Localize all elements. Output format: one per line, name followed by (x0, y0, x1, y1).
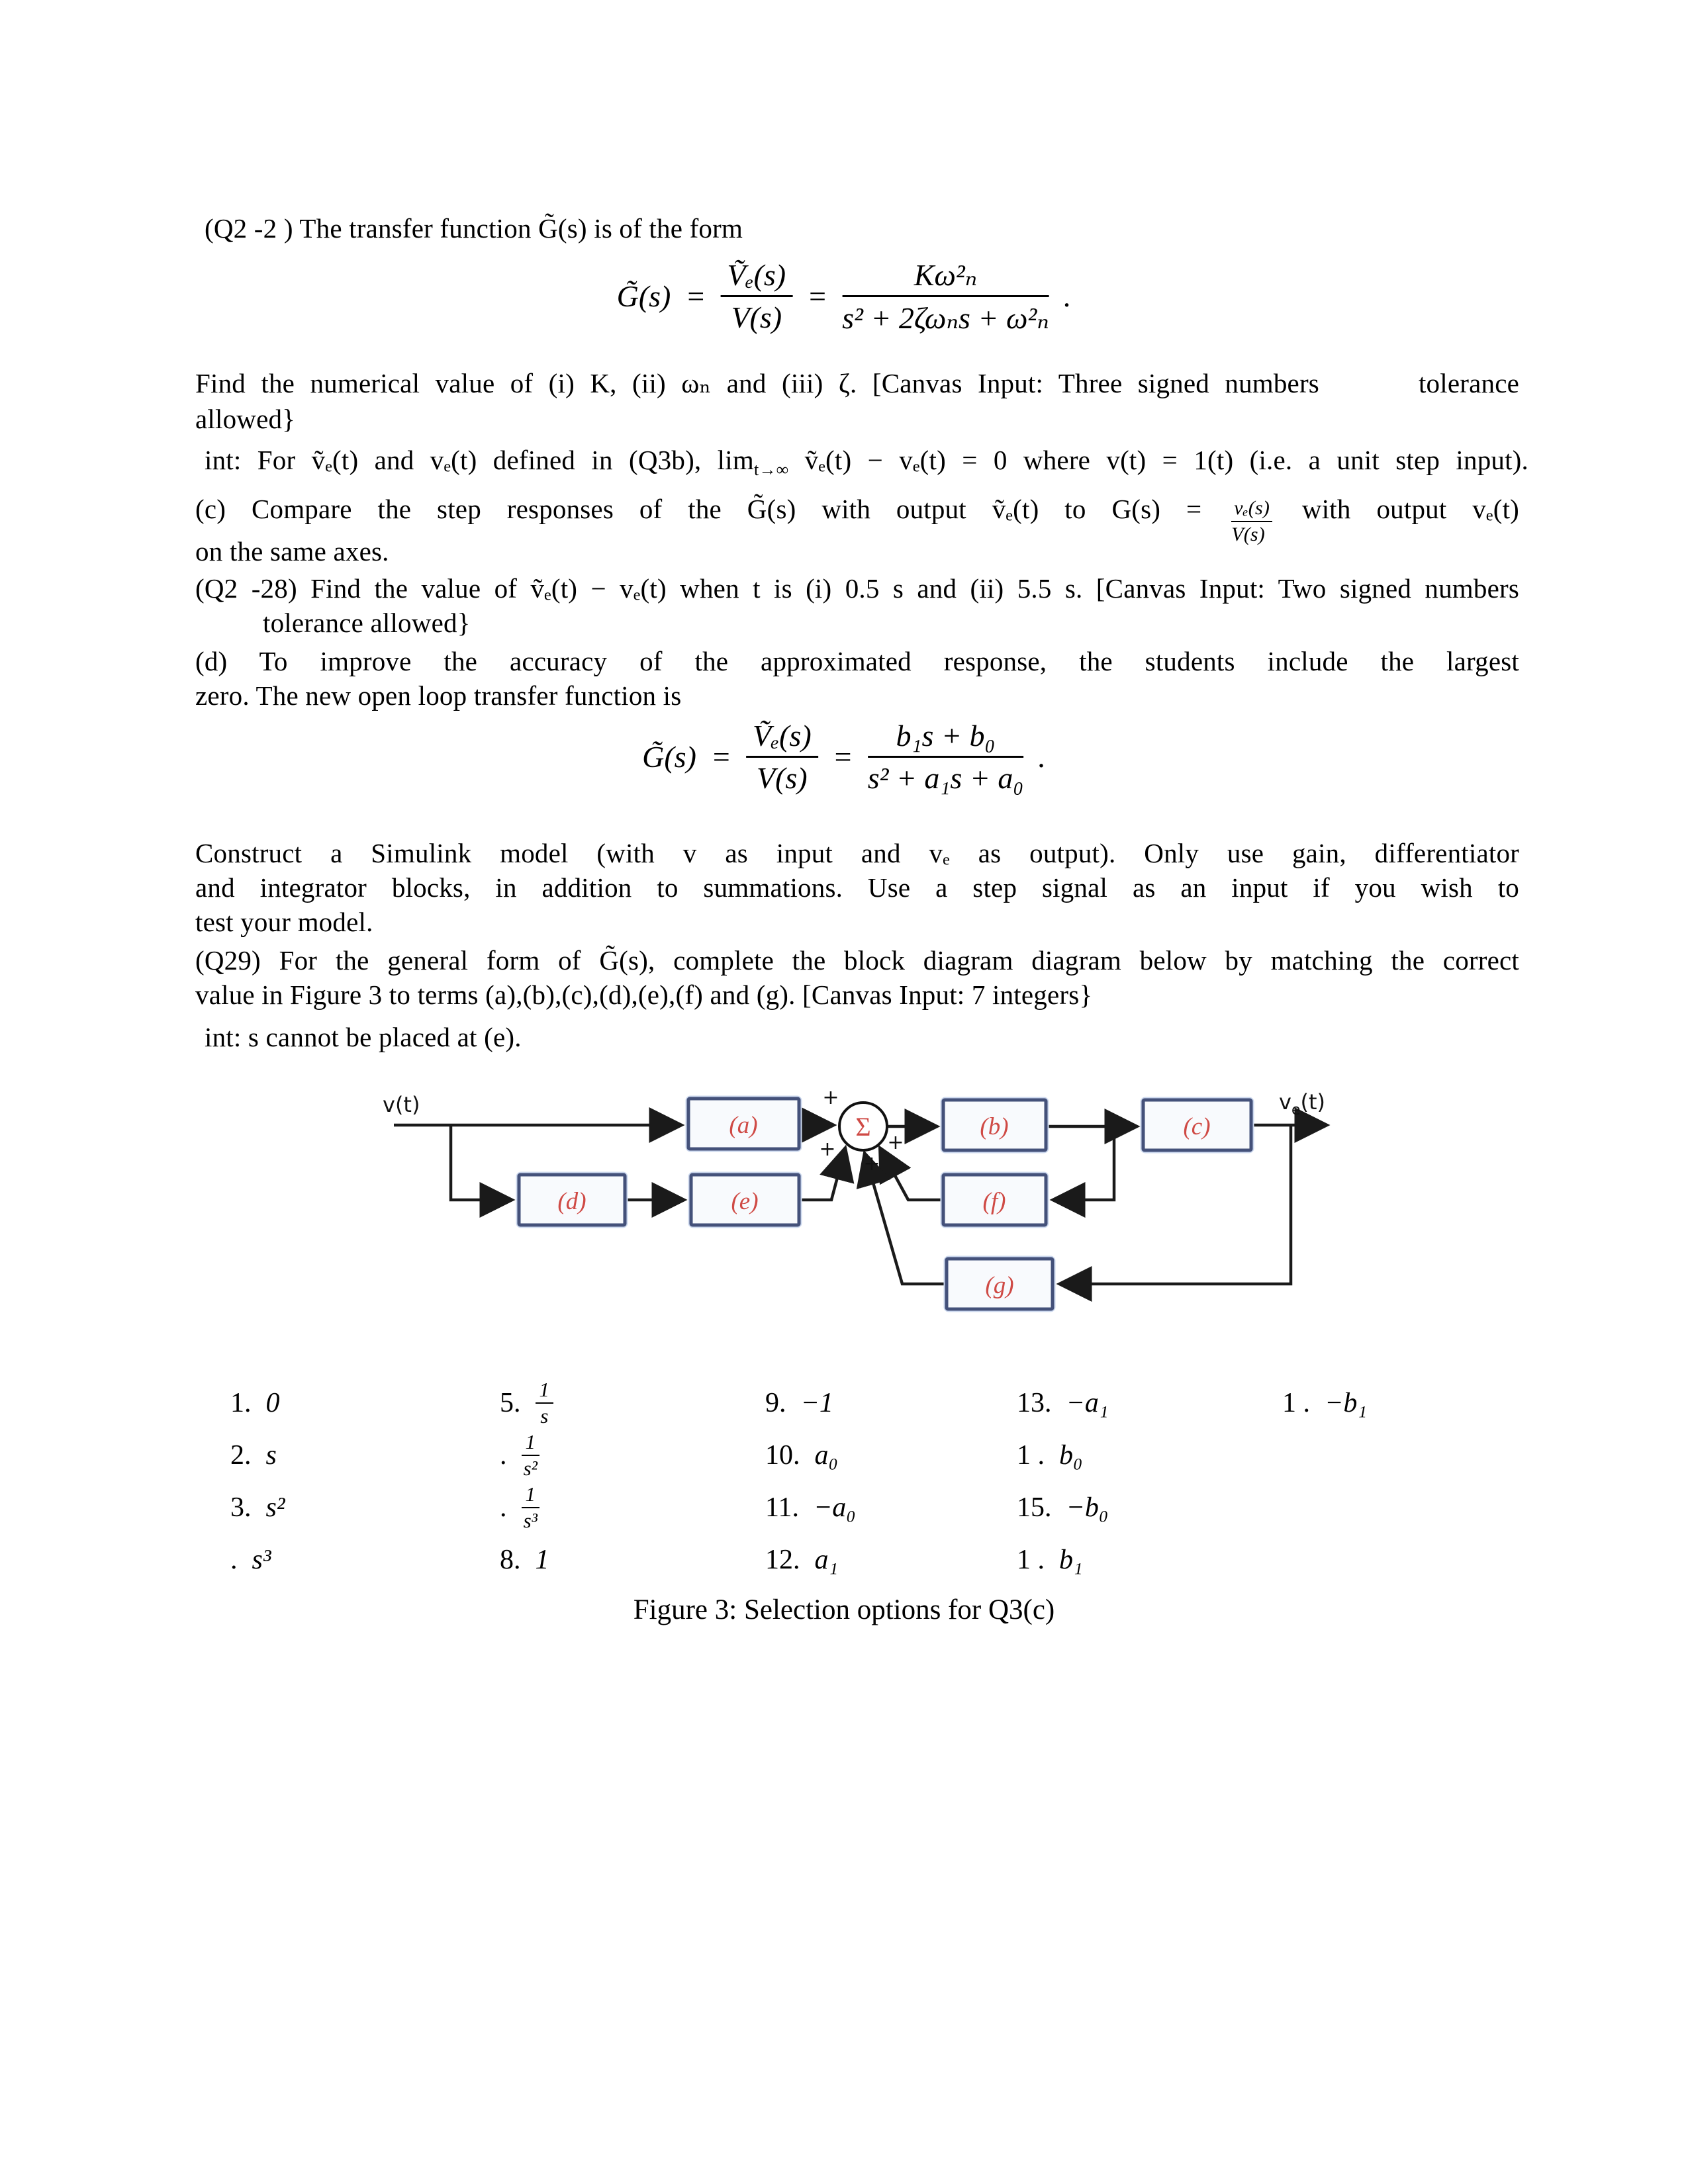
zero-pole-fraction (868, 718, 1024, 796)
block-g (947, 1259, 1053, 1309)
option-number: 2. (230, 1439, 252, 1471)
option-value: 1 (535, 1544, 549, 1575)
hint-limit-line (195, 442, 1528, 488)
part-d-line1: (d) To improve the accuracy of the approximated response, the students include the largest (195, 646, 1519, 676)
tolerance-word: tolerance (1418, 368, 1519, 398)
equals-sign: = (710, 740, 731, 774)
block-d-label: (d) (557, 1188, 586, 1215)
option-item (765, 1481, 1017, 1533)
option-item (500, 1481, 765, 1533)
new-transfer-function-formula (642, 718, 1046, 796)
option-value: s (265, 1439, 277, 1471)
option-item (500, 1533, 765, 1586)
block-e (691, 1175, 799, 1225)
option-number: . (230, 1544, 238, 1575)
option-number: 8. (500, 1544, 521, 1575)
hint-prefix: int: For ṽₑ(t) and vₑ(t) defined in (Q3b), lim (205, 445, 754, 475)
option-number: 5. (500, 1387, 521, 1418)
option-value: s² (265, 1492, 285, 1523)
construct-line3: test your model. (195, 907, 373, 937)
q29-line1: (Q29) For the general form of G̃(s), complete the block diagram diagram below by matching the correct (195, 945, 1519, 976)
block-f-label: (f) (982, 1188, 1006, 1215)
selection-options-grid (230, 1377, 1428, 1586)
option-number: . (500, 1492, 507, 1523)
part-c-text-after: with output vₑ(t) (1301, 494, 1520, 524)
option-item (1282, 1377, 1428, 1429)
option-number: 1 . (1017, 1544, 1045, 1575)
second-order-fraction (842, 257, 1049, 336)
tap-to-f-wire (1053, 1126, 1114, 1200)
option-number: 15. (1017, 1492, 1052, 1523)
hint-suffix: ṽₑ(t) − vₑ(t) = 0 where v(t) = 1(t) (i.e. a unit step input). (788, 445, 1528, 475)
option-fraction: 1 s² (522, 1431, 540, 1480)
formula-period: . (1038, 740, 1046, 774)
option-number: 13. (1017, 1387, 1052, 1418)
block-a (688, 1099, 799, 1149)
option-item (1017, 1481, 1282, 1533)
find-value-text: Find the numerical value of (i) K, (ii) ωₙ and (iii) ζ. [Canvas Input: Three signed numbers (195, 368, 1319, 398)
option-value: −1 (800, 1387, 833, 1418)
block-g-label: (g) (985, 1272, 1014, 1299)
equals-sign: = (807, 279, 828, 313)
option-item (230, 1429, 500, 1481)
option-number: 10. (765, 1439, 800, 1471)
transfer-function-formula (617, 257, 1072, 336)
part-d-line2: zero. The new open loop transfer function is (195, 680, 682, 711)
equals-sign: = (685, 279, 706, 313)
plus-sign: + (819, 1138, 836, 1161)
output-signal-label: $v_e(t)$ (1279, 1089, 1325, 1118)
block-b-label: (b) (980, 1113, 1009, 1140)
option-value: −b₀ (1066, 1492, 1109, 1523)
q2-intro-line: (Q2 -2 ) The transfer function G̃(s) is of the form (205, 213, 743, 244)
option-fraction: 1 s (536, 1379, 554, 1428)
block-f (943, 1175, 1046, 1225)
fraction-numerator: Ṽₑ(s) (720, 257, 792, 297)
option-item (230, 1377, 500, 1429)
option-number: 12. (765, 1544, 800, 1575)
fraction-numerator: Kω²ₙ (842, 257, 1049, 297)
formula-lhs: G̃(s) (616, 279, 671, 313)
block-c-label: (c) (1183, 1113, 1211, 1140)
option-value: −a₁ (1066, 1387, 1109, 1418)
find-value-line1 (195, 365, 1519, 401)
fraction-numerator: Ṽₑ(s) (746, 718, 818, 758)
voltage-ratio-fraction (720, 257, 792, 335)
option-fraction: 1 s³ (522, 1483, 540, 1532)
option-value: a₀ (814, 1439, 839, 1471)
construct-line2: and integrator blocks, in addition to summations. Use a step signal as an input if you wish to (195, 872, 1519, 903)
hint-placement-line: int: s cannot be placed at (e). (205, 1022, 522, 1052)
option-number: 9. (765, 1387, 786, 1418)
fraction-denominator: s² + 2ζωₙs + ω²ₙ (842, 301, 1049, 335)
q28-line1: (Q2 -28) Find the value of ṽₑ(t) − vₑ(t) when t is (i) 0.5 s and (ii) 5.5 s. [Canvas Input: Two signed numbers (195, 573, 1519, 604)
block-e-label: (e) (731, 1188, 759, 1215)
fraction-denominator: V(s) (731, 300, 782, 334)
option-item (1017, 1533, 1282, 1586)
part-c-line2: on the same axes. (195, 536, 389, 567)
fraction-denominator: V(s) (756, 761, 808, 795)
fraction-numerator: b₁s + b₀ (868, 718, 1024, 758)
block-diagram-figure (371, 1072, 1357, 1337)
part-c-text-before: (c) Compare the step responses of the G̃(s) with output ṽₑ(t) to G(s) = (195, 494, 1202, 524)
option-number: 11. (765, 1492, 799, 1523)
option-item (500, 1429, 765, 1481)
option-number: 1 . (1282, 1387, 1310, 1418)
plus-sign: + (887, 1131, 904, 1154)
equals-sign: = (832, 740, 853, 774)
option-item (1017, 1377, 1282, 1429)
summation-junction (839, 1103, 887, 1150)
option-value: b₁ (1059, 1544, 1083, 1575)
option-item (765, 1533, 1017, 1586)
voltage-ratio-fraction (746, 718, 818, 796)
construct-line1: Construct a Simulink model (with v as input and vₑ as output). Only use gain, differentiator (195, 838, 1519, 868)
input-signal-label: v(t) (383, 1092, 420, 1117)
inline-fraction-numerator: vₑ(s) (1231, 497, 1272, 522)
block-a-label: (a) (729, 1112, 758, 1139)
option-value: a₁ (814, 1544, 839, 1575)
limit-subscript: t→∞ (753, 460, 789, 480)
plus-sign: + (863, 1152, 880, 1175)
option-number: 1. (230, 1387, 252, 1418)
block-b (943, 1100, 1046, 1150)
find-value-line2: allowed} (195, 404, 296, 434)
fraction-denominator: s² + a₁s + a₀ (867, 761, 1024, 795)
option-value: b₀ (1059, 1439, 1083, 1471)
sigma-symbol: Σ (855, 1112, 871, 1142)
figure-caption: Figure 3: Selection options for Q3(c) (633, 1594, 1055, 1625)
option-value: −a₀ (813, 1492, 856, 1523)
q28-line2: tolerance allowed} (263, 608, 471, 638)
plus-sign: + (822, 1086, 839, 1109)
option-item (1017, 1429, 1282, 1481)
block-c (1143, 1100, 1251, 1150)
inline-fraction-denominator: V(s) (1231, 523, 1265, 545)
option-item (765, 1377, 1017, 1429)
q29-line2: value in Figure 3 to terms (a),(b),(c),(d),(e),(f) and (g). [Canvas Input: 7 integers} (195, 979, 1093, 1010)
formula-period: . (1063, 279, 1072, 313)
option-number: . (500, 1439, 507, 1471)
option-number: 1 . (1017, 1439, 1045, 1471)
formula-lhs: G̃(s) (642, 740, 696, 774)
option-item (230, 1533, 500, 1586)
option-item (765, 1429, 1017, 1481)
option-value: s³ (252, 1544, 271, 1575)
branch-to-d-wire (451, 1125, 512, 1200)
option-value: −b₁ (1325, 1387, 1367, 1418)
block-d (519, 1175, 625, 1225)
f-to-sum-wire (880, 1148, 943, 1200)
option-item (500, 1377, 765, 1429)
option-value: 0 (265, 1387, 280, 1418)
option-number: 3. (230, 1492, 252, 1523)
option-item (230, 1481, 500, 1533)
